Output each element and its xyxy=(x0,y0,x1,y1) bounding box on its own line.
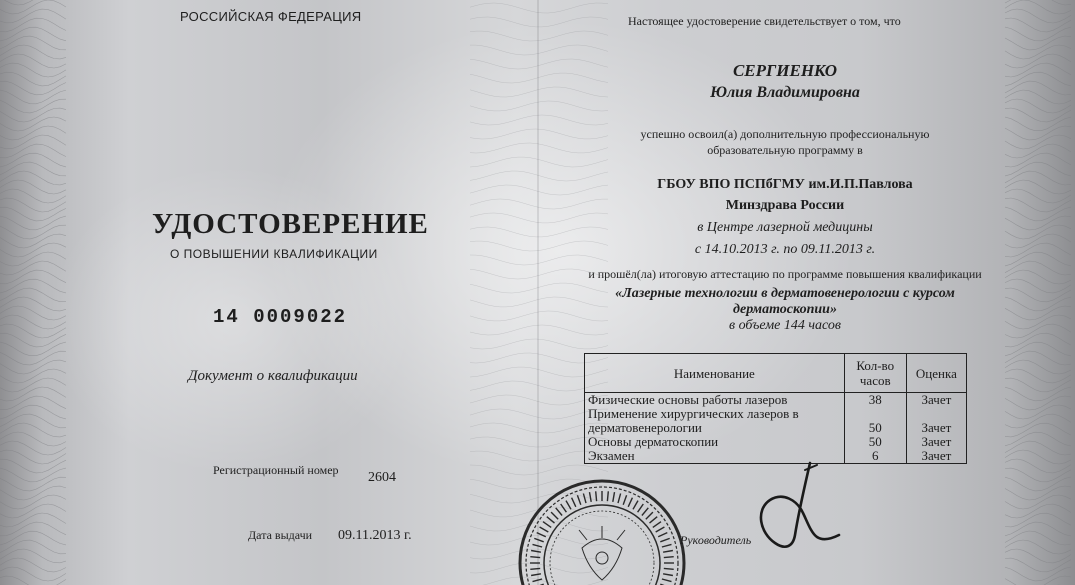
mastered-text-line1: успешно освоил(а) дополнительную профессиональную xyxy=(640,127,930,141)
institution-ministry: Минздрава России xyxy=(725,198,845,213)
subject-grade: Зачет xyxy=(906,393,966,408)
subject-hours: 50 xyxy=(844,407,906,435)
head-label: Руководитель xyxy=(680,533,752,547)
table-row xyxy=(585,435,967,449)
subject-name: Физические основы работы лазеров xyxy=(585,393,845,408)
holder-given-names: Юлия Владимировна xyxy=(710,84,860,101)
subject-grade: Зачет xyxy=(906,407,966,435)
signature-icon xyxy=(735,455,865,555)
subject-hours: 38 xyxy=(844,393,906,408)
training-center: в Центре лазерной медицины xyxy=(697,220,873,235)
official-seal-icon xyxy=(517,478,687,585)
subjects-table xyxy=(584,353,967,464)
registration-number: 2604 xyxy=(368,470,396,485)
serial-number: 14 0009022 xyxy=(213,306,348,328)
table-row xyxy=(585,393,967,408)
holder-surname-text: СЕРГИЕНКО xyxy=(732,61,838,80)
training-period: с 14.10.2013 г. по 09.11.2013 г. xyxy=(694,242,876,257)
subject-grade: Зачет xyxy=(906,435,966,449)
header-name: Наименование xyxy=(585,354,845,393)
mastered-text-line2: образовательную программу в xyxy=(707,143,863,157)
intro-text: Настоящее удостоверение свидетельствует о том, что xyxy=(628,14,901,28)
attestation-text: и прошёл(ла) итоговую аттестацию по программе повышения квалификации xyxy=(588,267,982,281)
holder-surname xyxy=(550,61,1020,81)
subject-hours: 6 xyxy=(844,449,906,464)
header-grade: Оценка xyxy=(906,354,966,393)
subject-name: Основы дерматоскопии xyxy=(585,435,845,449)
issue-date: 09.11.2013 г. xyxy=(338,528,412,543)
country-name: РОССИЙСКАЯ ФЕДЕРАЦИЯ xyxy=(180,9,362,24)
subject-name: Применение хирургических лазеров в дерматовенерологии xyxy=(585,407,845,435)
program-volume: в объеме 144 часов xyxy=(729,318,841,333)
header-hours: Кол-во часов xyxy=(844,354,906,393)
table-header-row xyxy=(585,354,967,393)
institution-name: ГБОУ ВПО ПСПбГМУ им.И.П.Павлова xyxy=(657,177,913,192)
subject-hours: 50 xyxy=(844,435,906,449)
document-title: УДОСТОВЕРЕНИЕ xyxy=(152,208,429,240)
table-row xyxy=(585,407,967,435)
issue-date-label: Дата выдачи xyxy=(248,528,313,542)
program-title-line2: дерматоскопии» xyxy=(733,302,837,317)
subject-name: Экзамен xyxy=(585,449,845,464)
document-subtitle: О ПОВЫШЕНИИ КВАЛИФИКАЦИИ xyxy=(170,247,378,261)
document-kind: Документ о квалификации xyxy=(188,368,358,384)
registration-label: Регистрационный номер xyxy=(213,463,339,477)
subject-grade: Зачет xyxy=(906,449,966,464)
program-title-line1: «Лазерные технологии в дерматовенерологии с курсом xyxy=(615,286,955,301)
